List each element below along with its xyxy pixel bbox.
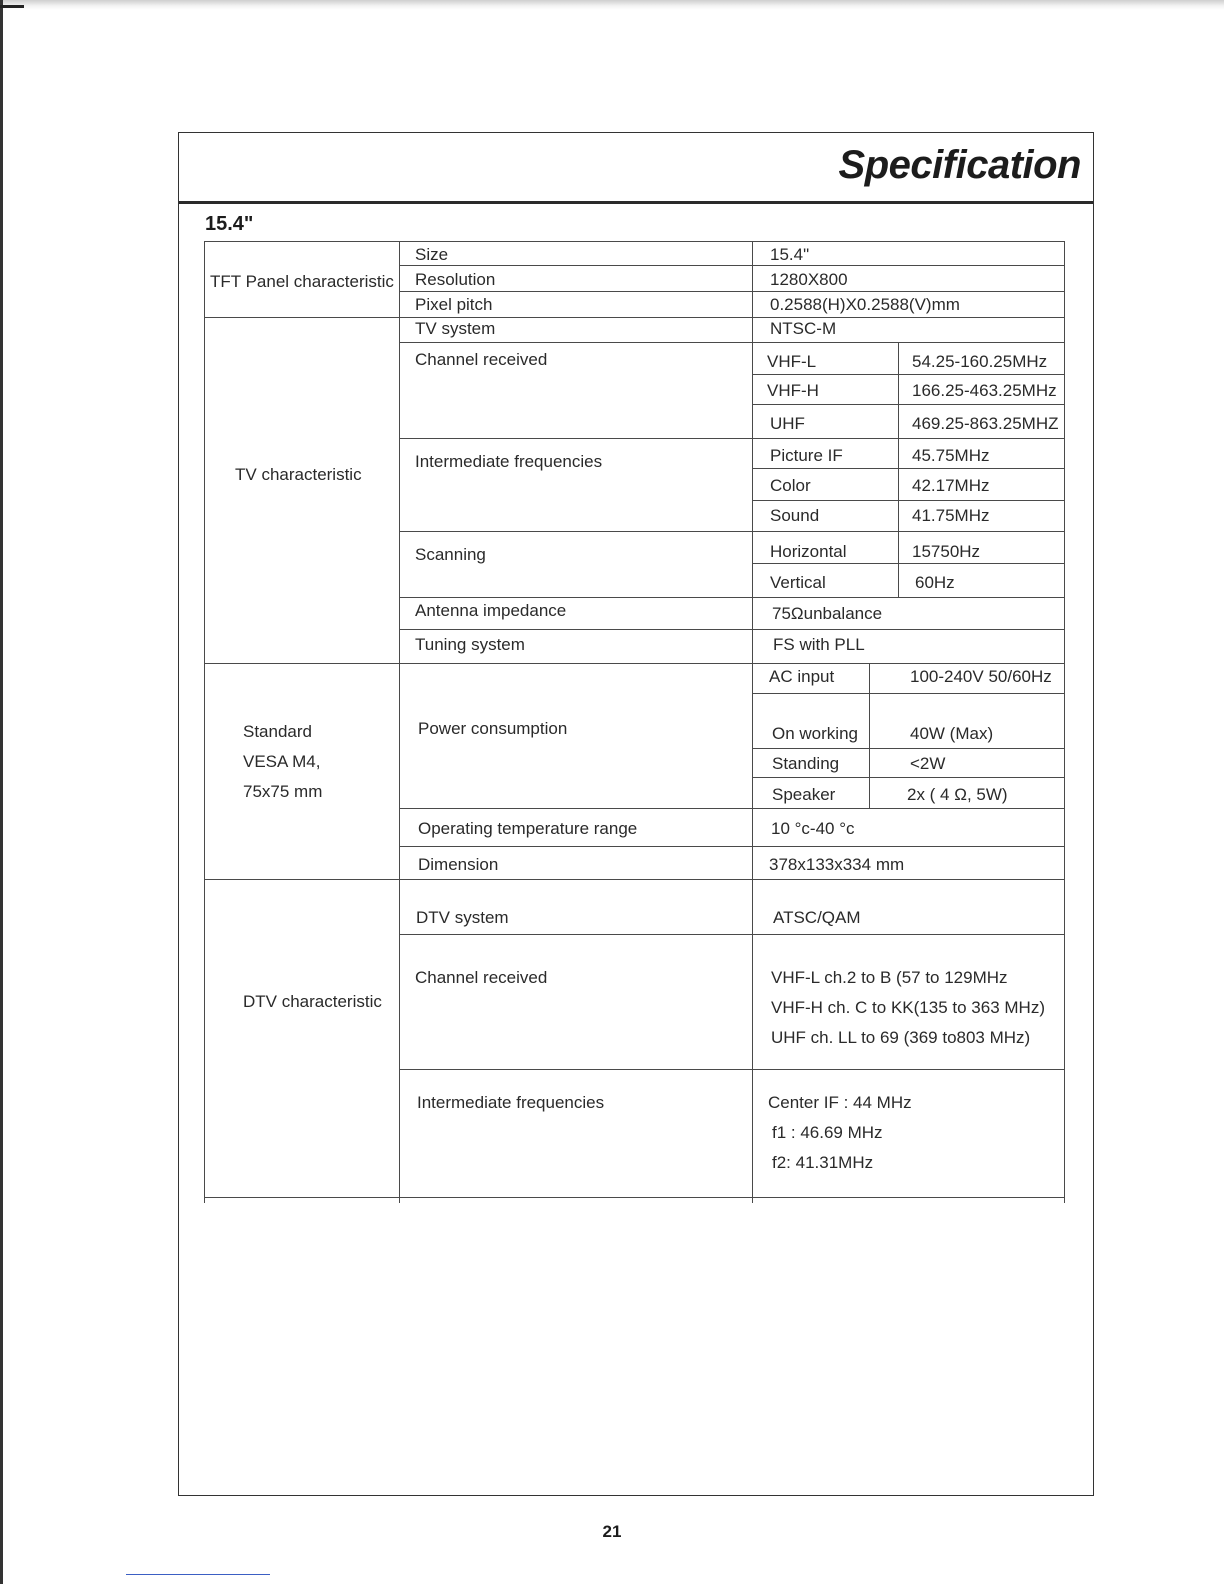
- label-dtv-channel-received: Channel received: [415, 968, 548, 987]
- power-name: Speaker: [772, 785, 836, 804]
- value-dimension: 378x133x334 mm: [769, 855, 905, 874]
- grid-line: [399, 934, 1065, 935]
- standard-line: Standard: [243, 722, 312, 741]
- power-value: <2W: [910, 754, 946, 773]
- grid-line: [399, 1069, 1065, 1070]
- channel-range: 469.25-863.25MHZ: [912, 414, 1059, 433]
- grid-line: [399, 265, 1065, 266]
- grid-line: [1064, 241, 1065, 1203]
- standard-line: 75x75 mm: [243, 782, 323, 801]
- power-name: On working: [772, 724, 858, 743]
- standard-line: VESA M4,: [243, 752, 321, 771]
- page-number: 21: [602, 1522, 622, 1541]
- grid-line: [399, 438, 1065, 439]
- label-dtv-intermediate-frequencies: Intermediate frequencies: [417, 1093, 605, 1112]
- power-value: 2x ( 4 Ω, 5W): [907, 785, 1008, 804]
- grid-line: [752, 468, 1065, 469]
- page-frame: [178, 132, 1094, 1496]
- grid-line: [204, 241, 1065, 242]
- scanning-value: 15750Hz: [912, 542, 981, 561]
- if-name: Picture IF: [770, 446, 843, 465]
- channel-band: VHF-H: [767, 381, 819, 400]
- scanning-value: 60Hz: [915, 573, 955, 592]
- value-tv-system: NTSC-M: [770, 319, 837, 338]
- value-size: 15.4": [770, 245, 810, 264]
- label-operating-temperature: Operating temperature range: [418, 819, 638, 838]
- dtv-if-line: f1 : 46.69 MHz: [772, 1123, 883, 1142]
- scanning-name: Horizontal: [770, 542, 847, 561]
- label-scanning: Scanning: [415, 545, 486, 564]
- category-tft-panel: TFT Panel characteristic: [210, 272, 394, 291]
- grid-line: [752, 748, 1065, 749]
- grid-line: [752, 241, 753, 1203]
- grid-line: [752, 404, 1065, 405]
- grid-line: [399, 531, 1065, 532]
- grid-line: [399, 629, 1065, 630]
- if-value: 45.75MHz: [912, 446, 990, 465]
- grid-line: [399, 846, 1065, 847]
- label-channel-received: Channel received: [415, 350, 548, 369]
- grid-line: [204, 241, 205, 1203]
- label-power-consumption: Power consumption: [418, 719, 568, 738]
- dtv-channel-line: VHF-H ch. C to KK(135 to 363 MHz): [771, 998, 1045, 1017]
- grid-line: [204, 879, 1065, 880]
- channel-band: VHF-L: [767, 352, 817, 371]
- scan-corner-mark: [0, 5, 24, 8]
- dtv-if-line: Center IF : 44 MHz: [768, 1093, 912, 1112]
- label-pixel-pitch: Pixel pitch: [415, 295, 493, 314]
- grid-line: [204, 663, 1065, 664]
- label-size: Size: [415, 245, 449, 264]
- if-value: 41.75MHz: [912, 506, 990, 525]
- grid-line: [898, 342, 899, 598]
- grid-line: [869, 663, 870, 808]
- dtv-channel-line: VHF-L ch.2 to B (57 to 129MHz: [771, 968, 1008, 987]
- dtv-if-line: f2: 41.31MHz: [772, 1153, 874, 1172]
- grid-line: [752, 500, 1065, 501]
- scanning-name: Vertical: [770, 573, 826, 592]
- grid-line: [204, 317, 1065, 318]
- value-antenna-impedance: 75Ωunbalance: [772, 604, 883, 623]
- grid-line: [399, 808, 1065, 809]
- grid-line: [399, 241, 400, 1203]
- spec-table: [204, 241, 1065, 1203]
- power-name: AC input: [769, 667, 835, 686]
- scan-edge-left: [0, 0, 3, 1584]
- if-value: 42.17MHz: [912, 476, 990, 495]
- header-band: [179, 133, 1093, 204]
- label-resolution: Resolution: [415, 270, 496, 289]
- value-operating-temperature: 10 °c-40 °c: [771, 819, 855, 838]
- grid-line: [752, 374, 1065, 375]
- label-tuning-system: Tuning system: [415, 635, 525, 654]
- grid-line: [204, 1197, 1065, 1198]
- power-value: 40W (Max): [910, 724, 994, 743]
- label-dtv-system: DTV system: [416, 908, 509, 927]
- page-title: Specification: [838, 143, 1081, 187]
- grid-line: [752, 563, 1065, 564]
- power-value: 100-240V 50/60Hz: [910, 667, 1052, 686]
- label-dimension: Dimension: [418, 855, 499, 874]
- category-dtv: DTV characteristic: [243, 992, 382, 1011]
- grid-line: [399, 291, 1065, 292]
- label-tv-system: TV system: [415, 319, 496, 338]
- dtv-channel-line: UHF ch. LL to 69 (369 to803 MHz): [771, 1028, 1031, 1047]
- if-name: Sound: [770, 506, 820, 525]
- grid-line: [752, 777, 1065, 778]
- label-intermediate-frequencies: Intermediate frequencies: [415, 452, 603, 471]
- category-tv: TV characteristic: [235, 465, 362, 484]
- footer-rule: [126, 1574, 270, 1575]
- channel-range: 54.25-160.25MHz: [912, 352, 1048, 371]
- value-pixel-pitch: 0.2588(H)X0.2588(V)mm: [770, 295, 960, 314]
- label-antenna-impedance: Antenna impedance: [415, 601, 567, 620]
- model-heading: 15.4": [205, 213, 254, 235]
- grid-line: [399, 342, 1065, 343]
- value-tuning-system: FS with PLL: [773, 635, 865, 654]
- grid-line: [399, 597, 1065, 598]
- power-name: Standing: [772, 754, 840, 773]
- channel-range: 166.25-463.25MHz: [912, 381, 1057, 400]
- grid-line: [752, 693, 1065, 694]
- channel-band: UHF: [770, 414, 805, 433]
- value-resolution: 1280X800: [770, 270, 848, 289]
- value-dtv-system: ATSC/QAM: [773, 908, 861, 927]
- if-name: Color: [770, 476, 811, 495]
- scan-edge-top: [0, 0, 1224, 10]
